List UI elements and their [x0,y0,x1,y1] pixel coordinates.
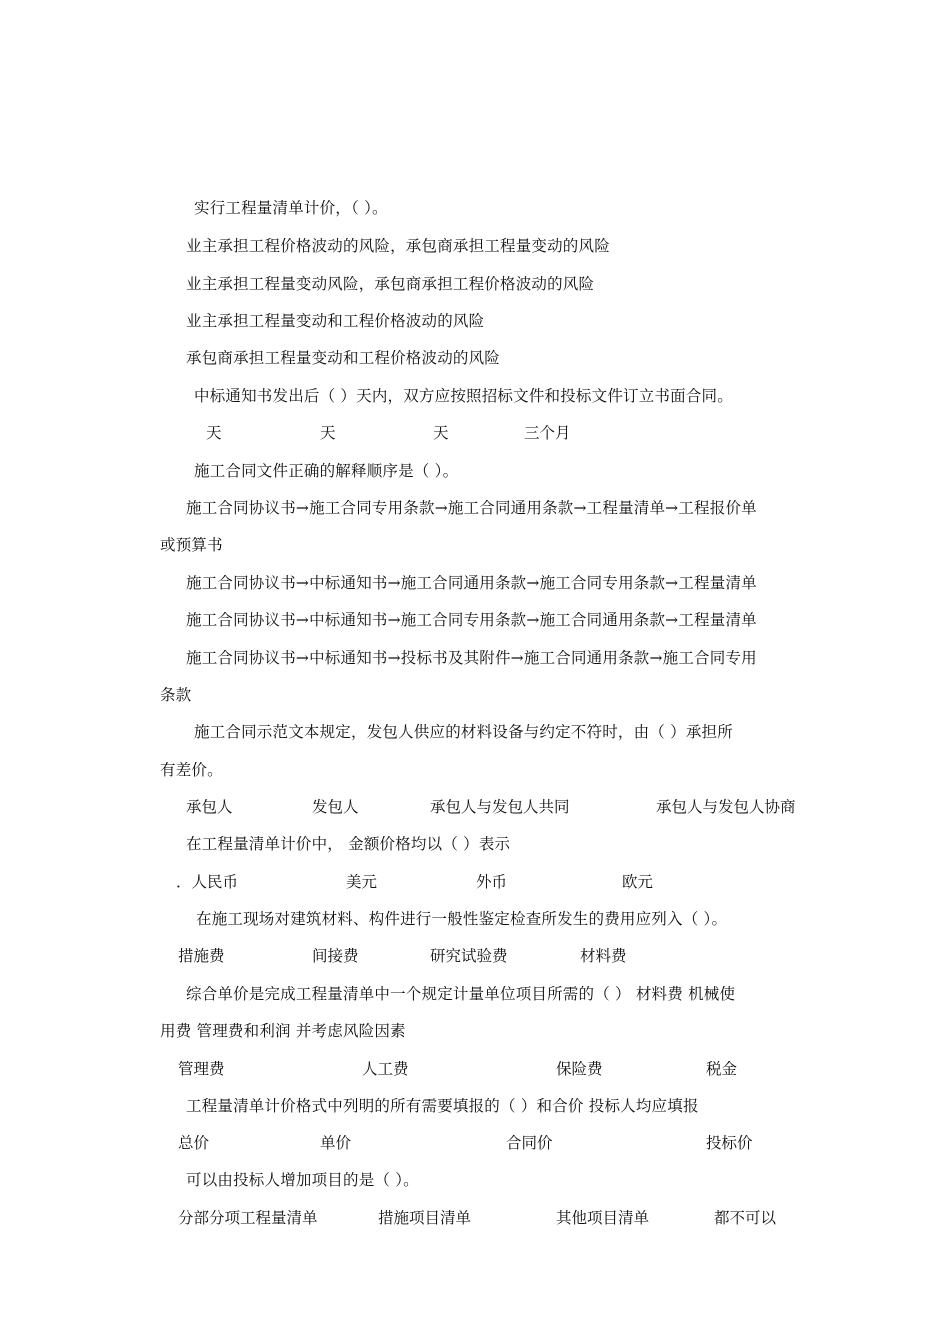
question-2-option-d: 三个月 [524,424,571,442]
question-4-option-d: 承包人与发包人协商 [656,798,796,816]
question-7-stem: 综合单价是完成工程量清单中一个规定计量单位项目所需的（ ） 材料费 机械使 [186,985,736,1003]
question-8-option-c: 合同价 [506,1134,553,1152]
question-6-option-d: 材料费 [580,947,627,965]
question-6-option-c: 研究试验费 [430,947,508,965]
question-6-stem: 在施工现场对建筑材料、构件进行一般性鉴定检查所发生的费用应列入（ ）。 [196,910,728,928]
question-5-option-d: 欧元 [622,873,654,891]
question-3-stem: 施工合同文件正确的解释顺序是（ ）。 [194,462,459,480]
question-3-option-d-continued: 条款 [160,686,192,704]
question-9-option-a: 分部分项工程量清单 [178,1209,318,1227]
question-5-option-a: ．人民币 [176,873,239,891]
question-8-stem: 工程量清单计价格式中列明的所有需要填报的（ ）和合价 投标人均应填报 [186,1097,699,1115]
question-4-stem-continued: 有差价。 [160,761,223,779]
question-5-option-b: 美元 [346,873,378,891]
question-4-option-c: 承包人与发包人共同 [430,798,570,816]
question-6-option-a: 措施费 [178,947,225,965]
question-9-option-d: 都不可以 [714,1209,777,1227]
question-1-option-d: 承包商承担工程量变动和工程价格波动的风险 [186,349,501,367]
question-9-stem: 可以由投标人增加项目的是（ ）。 [186,1171,419,1189]
question-6-option-b: 间接费 [312,947,359,965]
question-8-option-d: 投标价 [706,1134,753,1152]
question-1-option-c: 业主承担工程量变动和工程价格波动的风险 [186,312,485,330]
question-7-option-a: 管理费 [178,1060,225,1078]
question-3-option-a: 施工合同协议书→施工合同专用条款→施工合同通用条款→工程量清单→工程报价单 [186,499,757,517]
question-5-stem: 在工程量清单计价中， 金额价格均以（ ）表示 [186,835,511,853]
question-9-option-b: 措施项目清单 [378,1209,472,1227]
question-5-option-c: 外币 [476,873,508,891]
question-7-option-c: 保险费 [556,1060,603,1078]
question-1-option-b: 业主承担工程量变动风险，承包商承担工程价格波动的风险 [186,275,595,293]
question-1-stem: 实行工程量清单计价，（ ）。 [194,199,388,217]
question-2-option-a: 天 [206,424,222,442]
question-7-option-b: 人工费 [362,1060,409,1078]
question-1-option-a: 业主承担工程价格波动的风险，承包商承担工程量变动的风险 [186,237,610,255]
question-3-option-b: 施工合同协议书→中标通知书→施工合同通用条款→施工合同专用条款→工程量清单 [186,574,757,592]
question-3-option-a-continued: 或预算书 [160,536,223,554]
question-3-option-c: 施工合同协议书→中标通知书→施工合同专用条款→施工合同通用条款→工程量清单 [186,611,757,629]
question-9-option-c: 其他项目清单 [556,1209,650,1227]
question-2-option-b: 天 [320,424,336,442]
question-8-option-b: 单价 [320,1134,352,1152]
question-7-option-d: 税金 [706,1060,738,1078]
question-2-option-c: 天 [433,424,449,442]
question-4-option-a: 承包人 [186,798,233,816]
question-4-option-b: 发包人 [312,798,359,816]
question-7-stem-continued: 用费 管理费和利润 并考虑风险因素 [160,1022,406,1040]
question-2-stem: 中标通知书发出后（ ）天内，双方应按照招标文件和投标文件订立书面合同。 [194,387,733,405]
question-8-option-a: 总价 [178,1134,210,1152]
question-4-stem: 施工合同示范文本规定，发包人供应的材料设备与约定不符时，由（ ）承担所 [194,723,733,741]
question-3-option-d: 施工合同协议书→中标通知书→投标书及其附件→施工合同通用条款→施工合同专用 [186,649,757,667]
